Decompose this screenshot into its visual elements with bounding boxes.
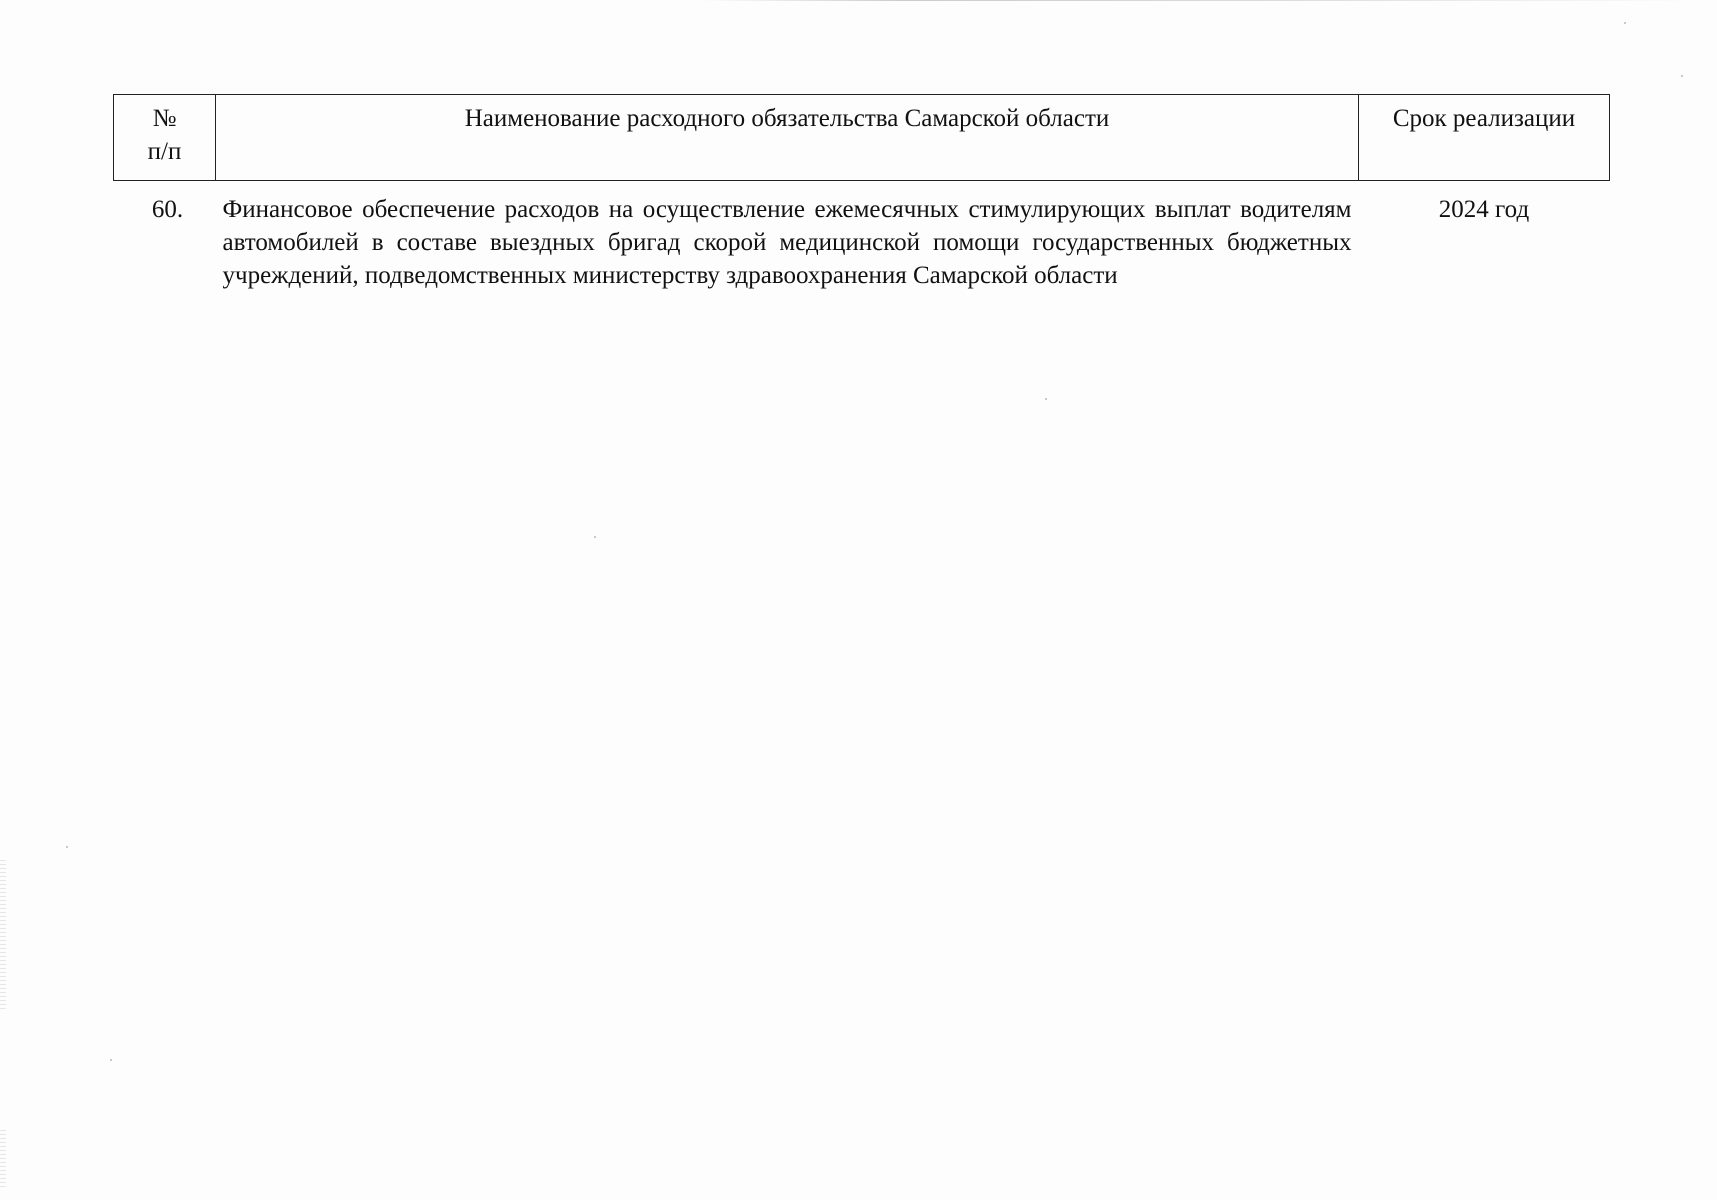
row-term: 2024 год (1438, 196, 1530, 223)
scan-edge-line (700, 0, 1700, 1)
scan-speck (594, 536, 596, 538)
scan-edge-noise (0, 1130, 6, 1190)
header-number-sub: п/п (147, 138, 182, 165)
header-number-sign: № (152, 105, 177, 132)
header-name: Наименование расходного обязательства Самарской области (216, 95, 1359, 181)
row-number: 60. (151, 196, 184, 223)
scan-speck (1624, 22, 1626, 24)
scan-speck (66, 846, 68, 848)
header-term: Срок реализации (1359, 95, 1610, 181)
scan-speck (1045, 398, 1047, 400)
scan-speck (110, 1059, 112, 1061)
row-name: Финансовое обеспечение расходов на осуществление ежемесячных стимулирующих выплат водителям автомобилей в составе выездных бригад скорой медицинской помощи государственных бюджетных учреждений, подведомственных министерству здравоохранения Самарской области (222, 196, 1352, 289)
header-number (114, 95, 216, 181)
scan-speck (1681, 75, 1683, 77)
scan-edge-noise (0, 860, 6, 1010)
obligations-table (113, 94, 1610, 292)
table-row (114, 181, 1610, 293)
table-header-row (114, 95, 1610, 181)
